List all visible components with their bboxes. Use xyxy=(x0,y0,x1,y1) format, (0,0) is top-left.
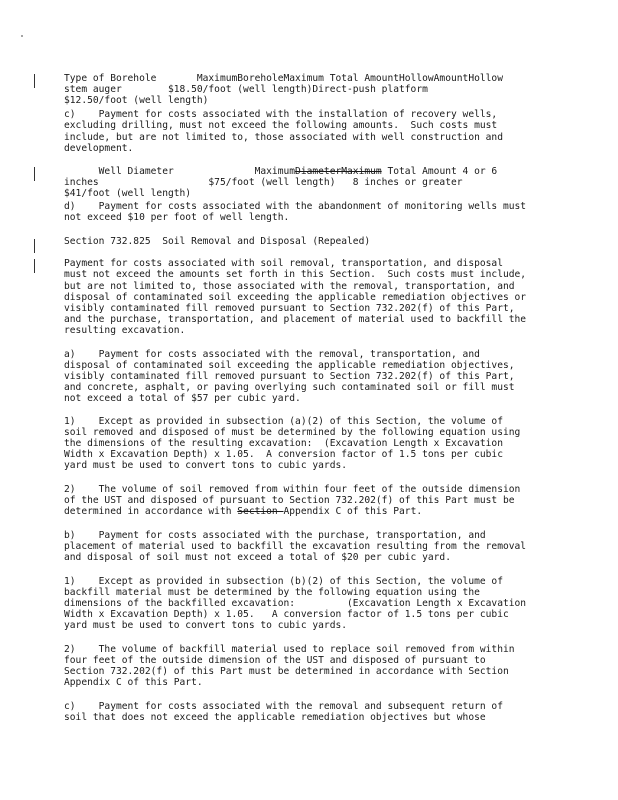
text-line: visibly contaminated fill removed pursuant to Section 732.202(f) of this Part, xyxy=(64,371,515,382)
text-line: four feet of the outside dimension of the UST and disposed of pursuant to xyxy=(64,655,486,666)
revision-bar xyxy=(34,239,35,253)
text-line: 2) The volume of soil removed from within four feet of the outside dimension xyxy=(64,484,521,495)
text-line: $12.50/foot (well length) xyxy=(64,95,209,106)
revision-bar xyxy=(34,74,35,88)
text-line: Width x Excavation Depth) x 1.05. A conversion factor of 1.5 tons per cubic xyxy=(64,449,503,460)
text-line xyxy=(64,506,564,517)
text-line: not exceed a total of $57 per cubic yard. xyxy=(64,393,301,404)
scan-speck xyxy=(21,35,23,37)
revision-bar xyxy=(34,167,35,181)
text-line: disposal of contaminated soil exceeding the applicable remediation objectives or xyxy=(64,292,527,303)
text-line: dimensions of the backfilled excavation: (Excavation Length x Excavation xyxy=(64,598,527,609)
text-line: Section 732.202(f) of this Part must be determined in accordance with Section xyxy=(64,666,509,677)
text-line: d) Payment for costs associated with the abandonment of monitoring wells must xyxy=(64,201,527,212)
text-line: of the UST and disposed of pursuant to Section 732.202(f) of this Part must be xyxy=(64,495,515,506)
text-line xyxy=(64,166,564,177)
text-line: stem auger $18.50/foot (well length)Direct-push platform xyxy=(64,84,428,95)
text-line: excluding drilling, must not exceed the following amounts. Such costs must xyxy=(64,120,498,131)
text-line: and concrete, asphalt, or paving overlying such contaminated soil or fill must xyxy=(64,382,515,393)
text-line: a) Payment for costs associated with the removal, transportation, and xyxy=(64,349,480,360)
text-line: c) Payment for costs associated with the removal and subsequent return of xyxy=(64,701,503,712)
text-line-part: Total Amount 4 or 6 xyxy=(381,166,498,177)
text-line: include, but are not limited to, those associated with well construction and xyxy=(64,132,503,143)
text-line: and the purchase, transportation, and placement of material used to backfill the xyxy=(64,314,527,325)
text-line: visibly contaminated fill removed pursuant to Section 732.202(f) of this Part, xyxy=(64,303,515,314)
text-line: 1) Except as provided in subsection (b)(2) of this Section, the volume of xyxy=(64,576,503,587)
text-line: backfill material must be determined by the following equation using the xyxy=(64,587,480,598)
text-line: but are not limited to, those associated with the removal, transportation, and xyxy=(64,281,515,292)
text-line: Width x Excavation Depth) x 1.05. A conversion factor of 1.5 tons per cubic xyxy=(64,609,509,620)
text-line-part: determined in accordance with xyxy=(64,506,238,517)
revision-bar xyxy=(34,259,35,273)
text-line: and disposal of soil must not exceed a total of $20 per cubic yard. xyxy=(64,552,451,563)
text-line: soil removed and disposed of must be determined by the following equation using xyxy=(64,427,521,438)
deleted-text: Section xyxy=(237,506,284,517)
deleted-text: DiameterMaximum xyxy=(295,166,382,177)
text-line: inches $75/foot (well length) 8 inches or greater xyxy=(64,177,463,188)
text-line: 1) Except as provided in subsection (a)(2) of this Section, the volume of xyxy=(64,416,503,427)
text-line: Type of Borehole MaximumBoreholeMaximum Total AmountHollowAmountHollow xyxy=(64,73,503,84)
text-line: not exceed $10 per foot of well length. xyxy=(64,212,290,223)
text-line: b) Payment for costs associated with the purchase, transportation, and xyxy=(64,530,486,541)
text-line-part: Well Diameter Maximum xyxy=(64,166,296,177)
text-line: yard must be used to convert tons to cubic yards. xyxy=(64,620,348,631)
text-line: development. xyxy=(64,143,134,154)
text-line: disposal of contaminated soil exceeding the applicable remediation objectives, xyxy=(64,360,515,371)
text-line: resulting excavation. xyxy=(64,325,186,336)
text-line: Appendix C of this Part. xyxy=(64,677,203,688)
text-line: $41/foot (well length) xyxy=(64,188,192,199)
text-line: placement of material used to backfill the excavation resulting from the removal xyxy=(64,541,527,552)
text-line: c) Payment for costs associated with the installation of recovery wells, xyxy=(64,109,498,120)
section-heading: Section 732.825 Soil Removal and Disposal (Repealed) xyxy=(64,236,371,247)
text-line: soil that does not exceed the applicable remediation objectives but whose xyxy=(64,712,486,723)
text-line-part: Appendix C of this Part. xyxy=(283,506,423,517)
text-line: 2) The volume of backfill material used to replace soil removed from within xyxy=(64,644,515,655)
text-line: yard must be used to convert tons to cubic yards. xyxy=(64,460,348,471)
text-line: must not exceed the amounts set forth in this Section. Such costs must include, xyxy=(64,269,527,280)
text-line: the dimensions of the resulting excavation: (Excavation Length x Excavation xyxy=(64,438,503,449)
text-line: Payment for costs associated with soil removal, transportation, and disposal xyxy=(64,258,503,269)
